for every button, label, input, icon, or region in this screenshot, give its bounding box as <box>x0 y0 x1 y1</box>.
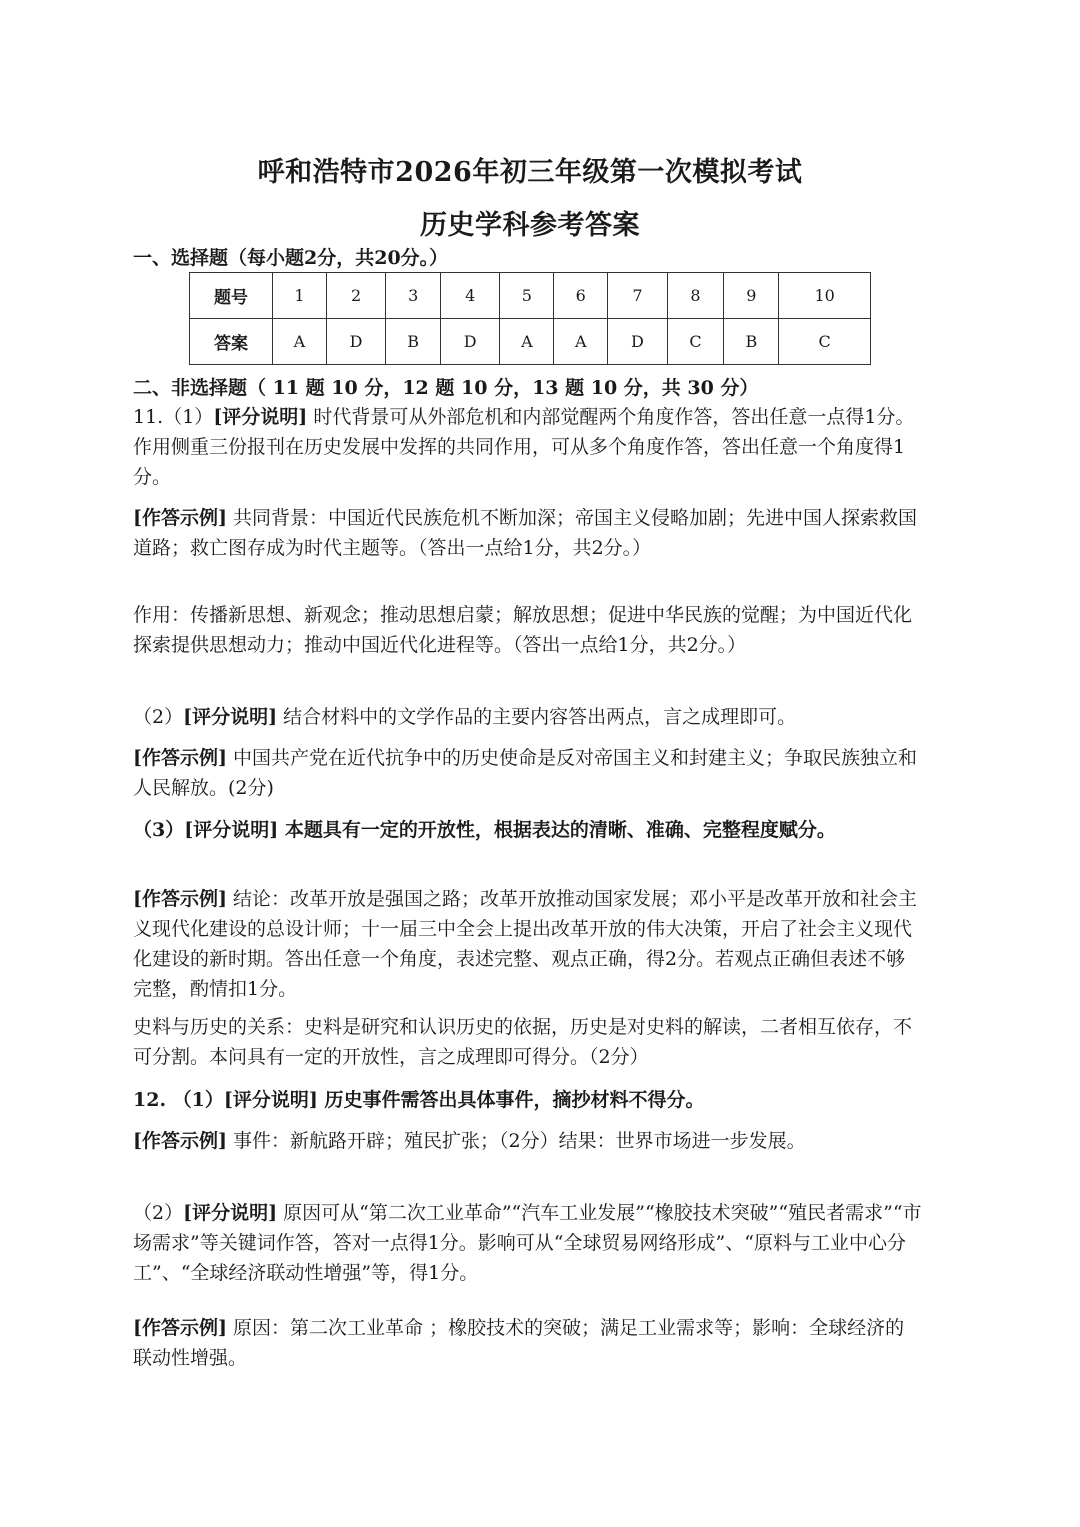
subject-title: 历史学科参考答案 <box>420 210 640 241</box>
exam-title: 呼和浩特市2026年初三年级第一次模拟考试 <box>257 157 803 188</box>
q11-part2-scoring <box>133 702 923 732</box>
example-tag: [作答示例] <box>133 747 227 769</box>
question-number: 3 <box>386 273 441 319</box>
q11-part2-example <box>133 743 923 803</box>
q11-part1-scoring <box>133 402 923 492</box>
answer-cell: B <box>724 319 779 365</box>
answer-cell: A <box>273 319 327 365</box>
question-number: 8 <box>667 273 724 319</box>
q11-part2-example-text: 中国共产党在近代抗争中的历史使命是反对帝国主义和封建主义；争取民族独立和人民解放。(2分) <box>133 747 918 799</box>
q12-part2-scoring <box>133 1198 923 1288</box>
q12-part1-scoring: 12. （1）[评分说明] 历史事件需答出具体事件，摘抄材料不得分。 <box>133 1089 705 1111</box>
question-number: 1 <box>273 273 327 319</box>
q11-part3-example <box>133 884 923 1004</box>
section1-heading: 一、选择题（每小题2分，共20分。） <box>133 247 449 269</box>
q11-part3-example-text: 结论：改革开放是强国之路；改革开放推动国家发展；邓小平是改革开放和社会主义现代化建设的总设计师；十一届三中全会上提出改革开放的伟大决策，开启了社会主义现代化建设的新时期。答出任意一个角度，表述完整、观点正确，得2分。若观点正确但表述不够完整，酌情扣1分。 <box>133 888 918 1000</box>
question-number: 4 <box>441 273 500 319</box>
q12-part2-text: 原因可从“第二次工业革命”“汽车工业发展”“橡胶技术突破”“殖民者需求”“市场需求”等关键词作答，答对一点得1分。影响可从“全球贸易网络形成”、“原料与工业中心分工”、“全球经济联动性增强”等，得1分。 <box>133 1202 922 1284</box>
example-tag: [作答示例] <box>133 1317 227 1339</box>
example-tag: [作答示例] <box>133 507 227 529</box>
example-tag: [作答示例] <box>133 888 227 910</box>
answer-table <box>189 272 871 365</box>
example-tag: [作答示例] <box>133 1130 227 1152</box>
row-label-answer: 答案 <box>190 319 273 365</box>
q11-part1-example <box>133 503 923 563</box>
q11-part2-prefix: （2） <box>133 706 184 728</box>
answer-cell: C <box>667 319 724 365</box>
section2-heading: 二、非选择题（ 11 题 10 分，12 题 10 分，13 题 10 分，共 30 分） <box>133 377 759 399</box>
question-number: 5 <box>500 273 554 319</box>
answer-cell: A <box>500 319 554 365</box>
answer-cell: D <box>326 319 385 365</box>
q12-part1-example <box>133 1126 923 1156</box>
answer-cell: C <box>779 319 871 365</box>
question-number: 6 <box>554 273 608 319</box>
scoring-tag: [评分说明] <box>183 1202 278 1224</box>
q11-part3-scoring: （3）[评分说明] 本题具有一定的开放性，根据表达的清晰、准确、完整程度赋分。 <box>133 819 836 841</box>
q11-part2-text: 结合材料中的文学作品的主要内容答出两点，言之成理即可。 <box>277 706 797 728</box>
q11-part1-prefix: 11.（1） <box>133 406 214 428</box>
answer-cell: B <box>386 319 441 365</box>
question-number: 7 <box>608 273 667 319</box>
answer-cell: D <box>608 319 667 365</box>
scoring-tag: [评分说明] <box>213 406 308 428</box>
question-number: 10 <box>779 273 871 319</box>
scoring-tag: [评分说明] <box>183 706 278 728</box>
question-number: 9 <box>724 273 779 319</box>
q12-part2-prefix: （2） <box>133 1202 184 1224</box>
row-label-number: 题号 <box>190 273 273 319</box>
answer-cell: A <box>554 319 608 365</box>
q11-part1-text: 时代背景可从外部危机和内部觉醒两个角度作答，答出任意一点得1分。作用侧重三份报刊在历史发展中发挥的共同作用，可从多个角度作答，答出任意一个角度得1分。 <box>133 406 915 488</box>
q12-part1-example-text: 事件：新航路开辟；殖民扩张；（2分）结果：世界市场进一步发展。 <box>226 1130 806 1152</box>
q11-part3-relation: 史料与历史的关系：史料是研究和认识历史的依据，历史是对史料的解读，二者相互依存，不可分割。本问具有一定的开放性，言之成理即可得分。（2分） <box>133 1016 913 1068</box>
question-number: 2 <box>326 273 385 319</box>
question-number-row <box>190 273 871 319</box>
q12-part2-example-text: 原因：第二次工业革命 ；橡胶技术的突破；满足工业需求等；影响：全球经济的联动性增强。 <box>133 1317 905 1369</box>
answer-cell: D <box>441 319 500 365</box>
q11-part1-effect: 作用：传播新思想、新观念；推动思想启蒙；解放思想；促进中华民族的觉醒；为中国近代化探索提供思想动力；推动中国近代化进程等。（答出一点给1分，共2分。） <box>133 604 913 656</box>
q12-part2-example <box>133 1313 923 1373</box>
answer-row <box>190 319 871 365</box>
q11-part1-example-text: 共同背景：中国近代民族危机不断加深；帝国主义侵略加剧；先进中国人探索救国道路；救亡图存成为时代主题等。（答出一点给1分，共2分。） <box>133 507 918 559</box>
